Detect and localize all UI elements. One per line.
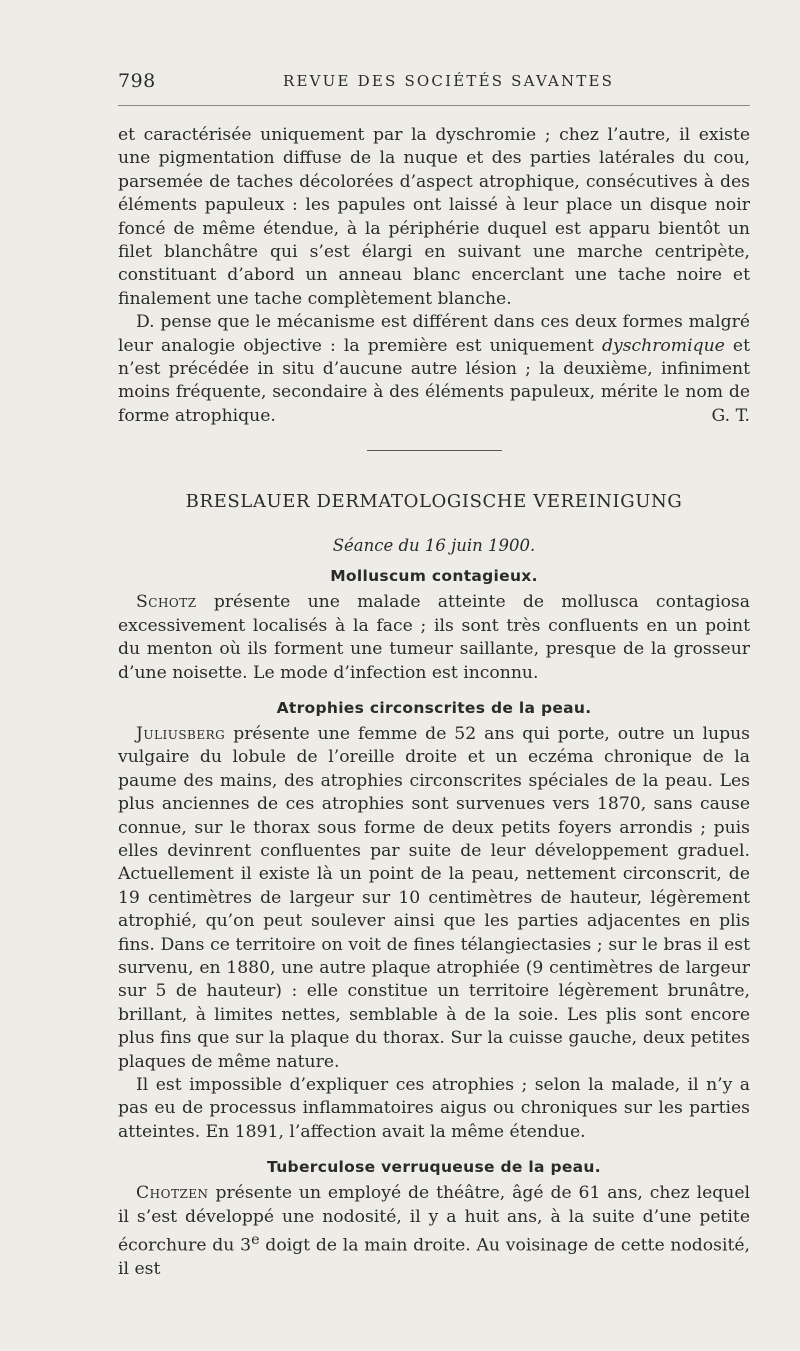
paragraph-text: présente un employé de théâtre, âgé de 61 ans, chez lequel il s’est développé une nodosité, il y a huit ans, à la suite d’une petite écorchure du 3 [118, 1183, 750, 1256]
paragraph-conclusion [118, 311, 750, 428]
paragraph-text: présente une malade atteinte de mollusca contagiosa excessivement localisés à la face ; ils sont très confluents en un point du menton où ils forment une tumeur saillante, presque de la grosseur d’une noisette. Le mode d’infection est inconnu. [118, 592, 750, 683]
section-paragraph [118, 723, 750, 1074]
section-paragraph: Il est impossible d’expliquer ces atrophies ; selon la malade, il n’y a pas eu de processus inflammatoires aigus ou chroniques sur les parties atteintes. En 1891, l’affection avait la même étendue. [118, 1075, 750, 1142]
section-title-atrophies: Atrophies circonscrites de la peau. [276, 698, 592, 717]
header-rule [118, 105, 750, 106]
paragraph-text: présente une femme de 52 ans qui porte, outre un lupus vulgaire du lobule de l’oreille droite et un eczéma chronique de la paume des mains, des atrophies circonscrites spéciales de la peau. Les plus anciennes de ces atrophies sont survenues vers 1870, sans cause connue, sur le thorax sous forme de deux petits foyers arrondis ; puis elles devinrent confluentes par suite de leur développement graduel. Actuellement il existe là un point de la peau, nettement circonscrit, de 19 centimètres de largeur sur 10 centimètres de hauteur, légèrement atrophié, qu’on peut soulever ainsi que les parties adjacentes en plis fins. Dans ce territoire on voit de fines télangiectasies ; sur le bras il est survenu, en 1880, une autre plaque atrophiée (9 centimètres de largeur sur 5 de hauteur) : elle constitue un territoire légèrement brunâtre, brillant, à limites nettes, semblable à de la soie. Les plis sont encore plus fins que sur la plaque du thorax. Sur la cuisse gauche, deux petites plaques de même nature. [118, 723, 750, 1072]
paragraph-continuation: et caractérisée uniquement par la dyschromie ; chez l’autre, il existe une pigmentation diffuse de la nuque et des parties latérales du cou, parsemée de taches décolorées d’aspect atrophique, consécutives à des éléments papuleux : les papules ont laissé à leur place un disque noir foncé de même étendue, à la périphérie duquel est apparu bientôt un filet blanchâtre qui s’est élargi en suivant une marche centripète, constituant d’abord un anneau blanc encerclant une tache noire et finalement une tache complètement blanche. [118, 125, 750, 309]
author-name: Schotz [136, 592, 197, 613]
section-divider [367, 450, 502, 451]
running-title: REVUE DES SOCIÉTÉS SAVANTES [283, 72, 615, 90]
page-header [118, 70, 750, 98]
author-signature: G. T. [711, 405, 750, 426]
section-title-molluscum: Molluscum contagieux. [330, 567, 538, 586]
author-name: Juliusberg [136, 723, 226, 744]
section-paragraph [118, 591, 750, 685]
session-date: Séance du 16 juin 1900. [332, 536, 536, 556]
page-number: 798 [118, 70, 156, 92]
paragraph-text: et n’est précédée in situ d’aucune autre lésion ; la deuxième, infiniment moins fréquente, secondaire à des éléments papuleux, mérite le nom de forme atrophique. [118, 335, 750, 426]
section-title-tuberculose: Tuberculose verruqueuse de la peau. [267, 1158, 601, 1177]
paragraph-text: D. pense que le mécanisme est différent dans ces deux formes malgré leur analogie objective : la première est uniquement [118, 312, 750, 356]
superscript: e [251, 1232, 260, 1249]
page-body [118, 124, 750, 1282]
paragraph-text: doigt de la main droite. Au voisinage de cette nodosité, il est [118, 1235, 751, 1280]
author-name: Chotzen [136, 1183, 209, 1204]
society-title: BRESLAUER DERMATOLOGISCHE VEREINIGUNG [185, 491, 683, 513]
section-paragraph [118, 1182, 750, 1281]
italic-term: dyschromique [601, 335, 725, 356]
